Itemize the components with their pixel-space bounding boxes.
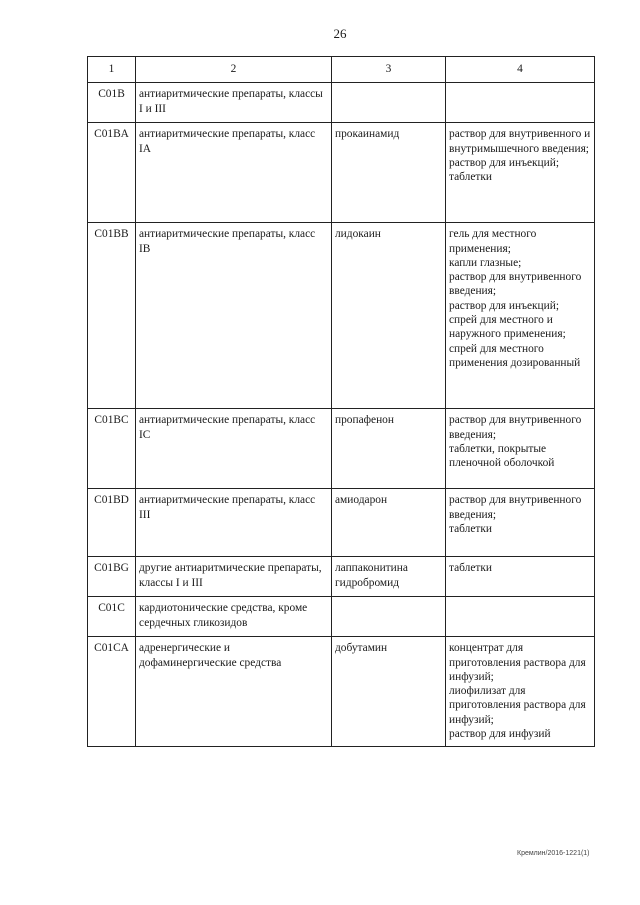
dosage-forms-cell (446, 597, 595, 637)
dosage-forms-cell (446, 637, 595, 747)
group-name-cell: кардиотонические средства, кроме сердечных гликозидов (136, 597, 332, 637)
atc-code-cell: C01BA (88, 123, 136, 223)
column-header: 1 (88, 57, 136, 83)
dosage-form: раствор для внутривенного введения; (449, 271, 582, 298)
dosage-form: раствор для внутривенного и внутримышечного введения; (449, 128, 591, 155)
group-name-cell: другие антиаритмические препараты, классы I и III (136, 557, 332, 597)
drug-name-cell (332, 83, 446, 123)
dosage-form: таблетки (449, 171, 493, 184)
dosage-form: раствор для внутривенного введения; (449, 494, 582, 521)
document-reference: Кремлин/2016-1221(1) (517, 850, 590, 857)
dosage-form: капли глазные; (449, 256, 522, 269)
drug-name-cell: лидокаин (332, 223, 446, 409)
drug-name-cell: пропафенон (332, 409, 446, 489)
dosage-form: раствор для инъекций; (449, 299, 560, 312)
table-row (88, 557, 595, 597)
dosage-forms-cell (446, 223, 595, 409)
group-name-cell: антиаритмические препараты, классы I и III (136, 83, 332, 123)
group-name-cell: антиаритмические препараты, класс IA (136, 123, 332, 223)
drug-table (87, 56, 595, 747)
atc-code-cell: C01CA (88, 637, 136, 747)
drug-name-cell: прокаинамид (332, 123, 446, 223)
drug-name-cell: добутамин (332, 637, 446, 747)
dosage-form: лиофилизат для приготовления раствора для инфузий; (449, 685, 586, 726)
atc-code-cell: C01C (88, 597, 136, 637)
atc-code-cell: C01BB (88, 223, 136, 409)
table-row (88, 597, 595, 637)
table-header-row (88, 57, 595, 83)
column-header: 2 (136, 57, 332, 83)
table-row (88, 409, 595, 489)
column-header: 3 (332, 57, 446, 83)
dosage-forms-cell (446, 83, 595, 123)
dosage-form: таблетки (449, 562, 493, 575)
table-row (88, 223, 595, 409)
group-name-cell: антиаритмические препараты, класс III (136, 489, 332, 557)
table-row (88, 489, 595, 557)
dosage-form: спрей для местного применения дозированный (449, 342, 581, 369)
dosage-form: раствор для инъекций; (449, 156, 560, 169)
atc-code-cell: C01BC (88, 409, 136, 489)
page-number: 26 (333, 26, 347, 41)
drug-name-cell: лаппаконитина гидробромид (332, 557, 446, 597)
dosage-form: таблетки, покрытые пленочной оболочкой (449, 442, 555, 470)
atc-code-cell: C01BG (88, 557, 136, 597)
group-name-cell: антиаритмические препараты, класс IB (136, 223, 332, 409)
table-row (88, 123, 595, 223)
drug-name-cell (332, 597, 446, 637)
table-body (88, 83, 595, 747)
drug-name-cell: амиодарон (332, 489, 446, 557)
table-row (88, 83, 595, 123)
dosage-forms-cell (446, 123, 595, 223)
atc-code-cell: C01B (88, 83, 136, 123)
dosage-form: раствор для внутривенного введения; (449, 414, 582, 441)
dosage-forms-cell (446, 489, 595, 557)
table-row (88, 637, 595, 747)
atc-code-cell: C01BD (88, 489, 136, 557)
dosage-form: раствор для инфузий (449, 728, 551, 741)
column-header: 4 (446, 57, 595, 83)
group-name-cell: адренергические и дофаминергические средства (136, 637, 332, 747)
dosage-forms-cell (446, 557, 595, 597)
dosage-form: таблетки (449, 522, 493, 535)
dosage-form: гель для местного применения; (449, 228, 537, 255)
dosage-form: концентрат для приготовления раствора для инфузий; (449, 642, 586, 683)
dosage-forms-cell (446, 409, 595, 489)
dosage-form: спрей для местного и наружного применения; (449, 314, 566, 341)
group-name-cell: антиаритмические препараты, класс IC (136, 409, 332, 489)
